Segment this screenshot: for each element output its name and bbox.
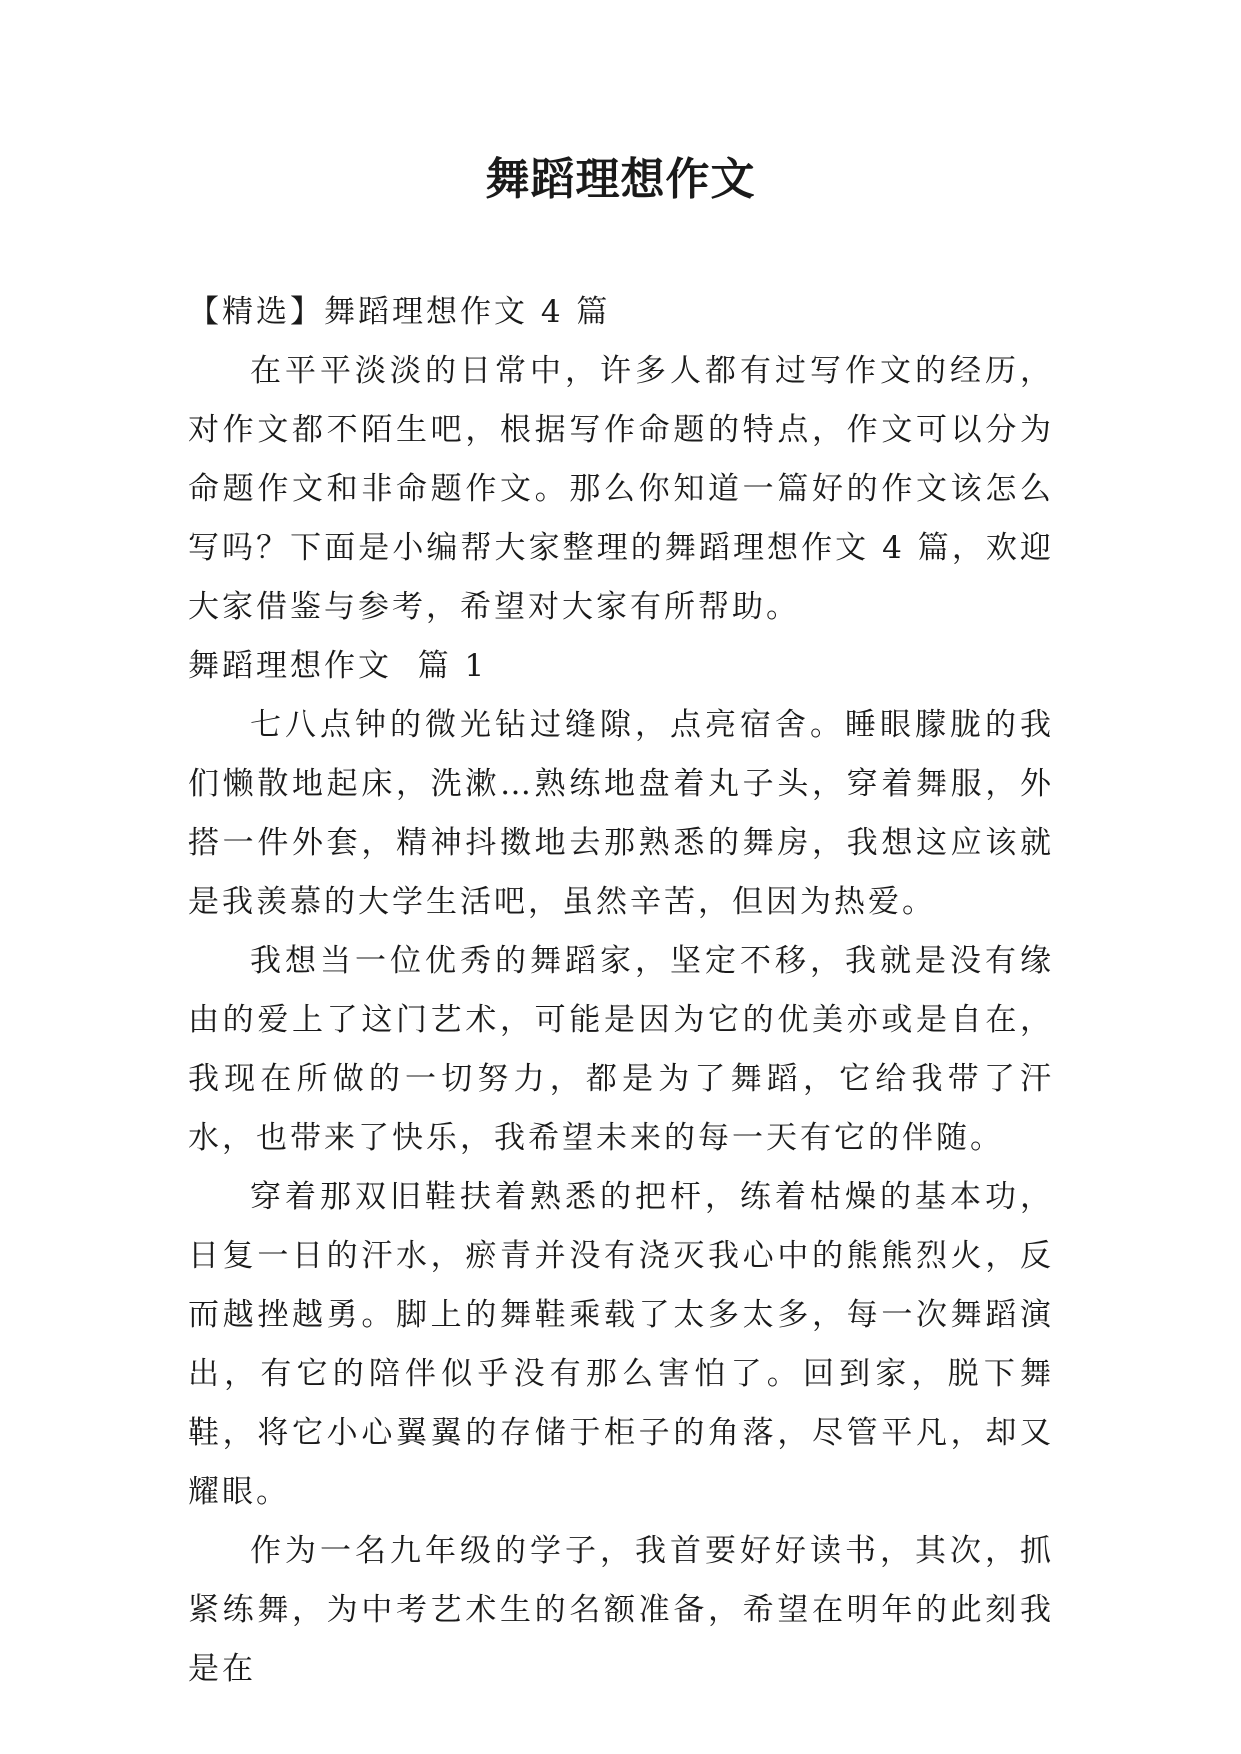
body-paragraph-1: 七八点钟的微光钻过缝隙，点亮宿舍。睡眼朦胧的我们懒散地起床，洗漱…熟练地盘着丸子头，穿着舞服，外搭一件外套，精神抖擞地去那熟悉的舞房，我想这应该就是我羡慕的大学生活吧，虽然辛苦，但因为热爱。 bbox=[188, 707, 1054, 920]
body-paragraph-4: 作为一名九年级的学子，我首要好好读书，其次，抓紧练舞，为中考艺术生的名额准备，希望在明年的此刻我是在 bbox=[188, 1533, 1054, 1687]
body-paragraph-2: 我想当一位优秀的舞蹈家，坚定不移，我就是没有缘由的爱上了这门艺术，可能是因为它的优美亦或是自在，我现在所做的一切努力，都是为了舞蹈，它给我带了汗水，也带来了快乐，我希望未来的每一天有它的伴随。 bbox=[188, 943, 1054, 1156]
document-body bbox=[188, 283, 1054, 1699]
document-subtitle: 【精选】舞蹈理想作文 4 篇 bbox=[188, 294, 611, 330]
body-paragraph-3: 穿着那双旧鞋扶着熟悉的把杆，练着枯燥的基本功，日复一日的汗水，瘀青并没有浇灭我心中的熊熊烈火，反而越挫越勇。脚上的舞鞋乘载了太多太多，每一次舞蹈演出，有它的陪伴似乎没有那么害怕了。回到家，脱下舞鞋，将它小心翼翼的存储于柜子的角落，尽管平凡，却又耀眼。 bbox=[188, 1179, 1054, 1510]
document-title: 舞蹈理想作文 bbox=[485, 154, 756, 205]
intro-paragraph: 在平平淡淡的日常中，许多人都有过写作文的经历，对作文都不陌生吧，根据写作命题的特点，作文可以分为命题作文和非命题作文。那么你知道一篇好的作文该怎么写吗？下面是小编帮大家整理的舞蹈理想作文 4 篇，欢迎大家借鉴与参考，希望对大家有所帮助。 bbox=[188, 353, 1054, 625]
section-heading: 舞蹈理想作文 篇 1 bbox=[188, 648, 488, 684]
